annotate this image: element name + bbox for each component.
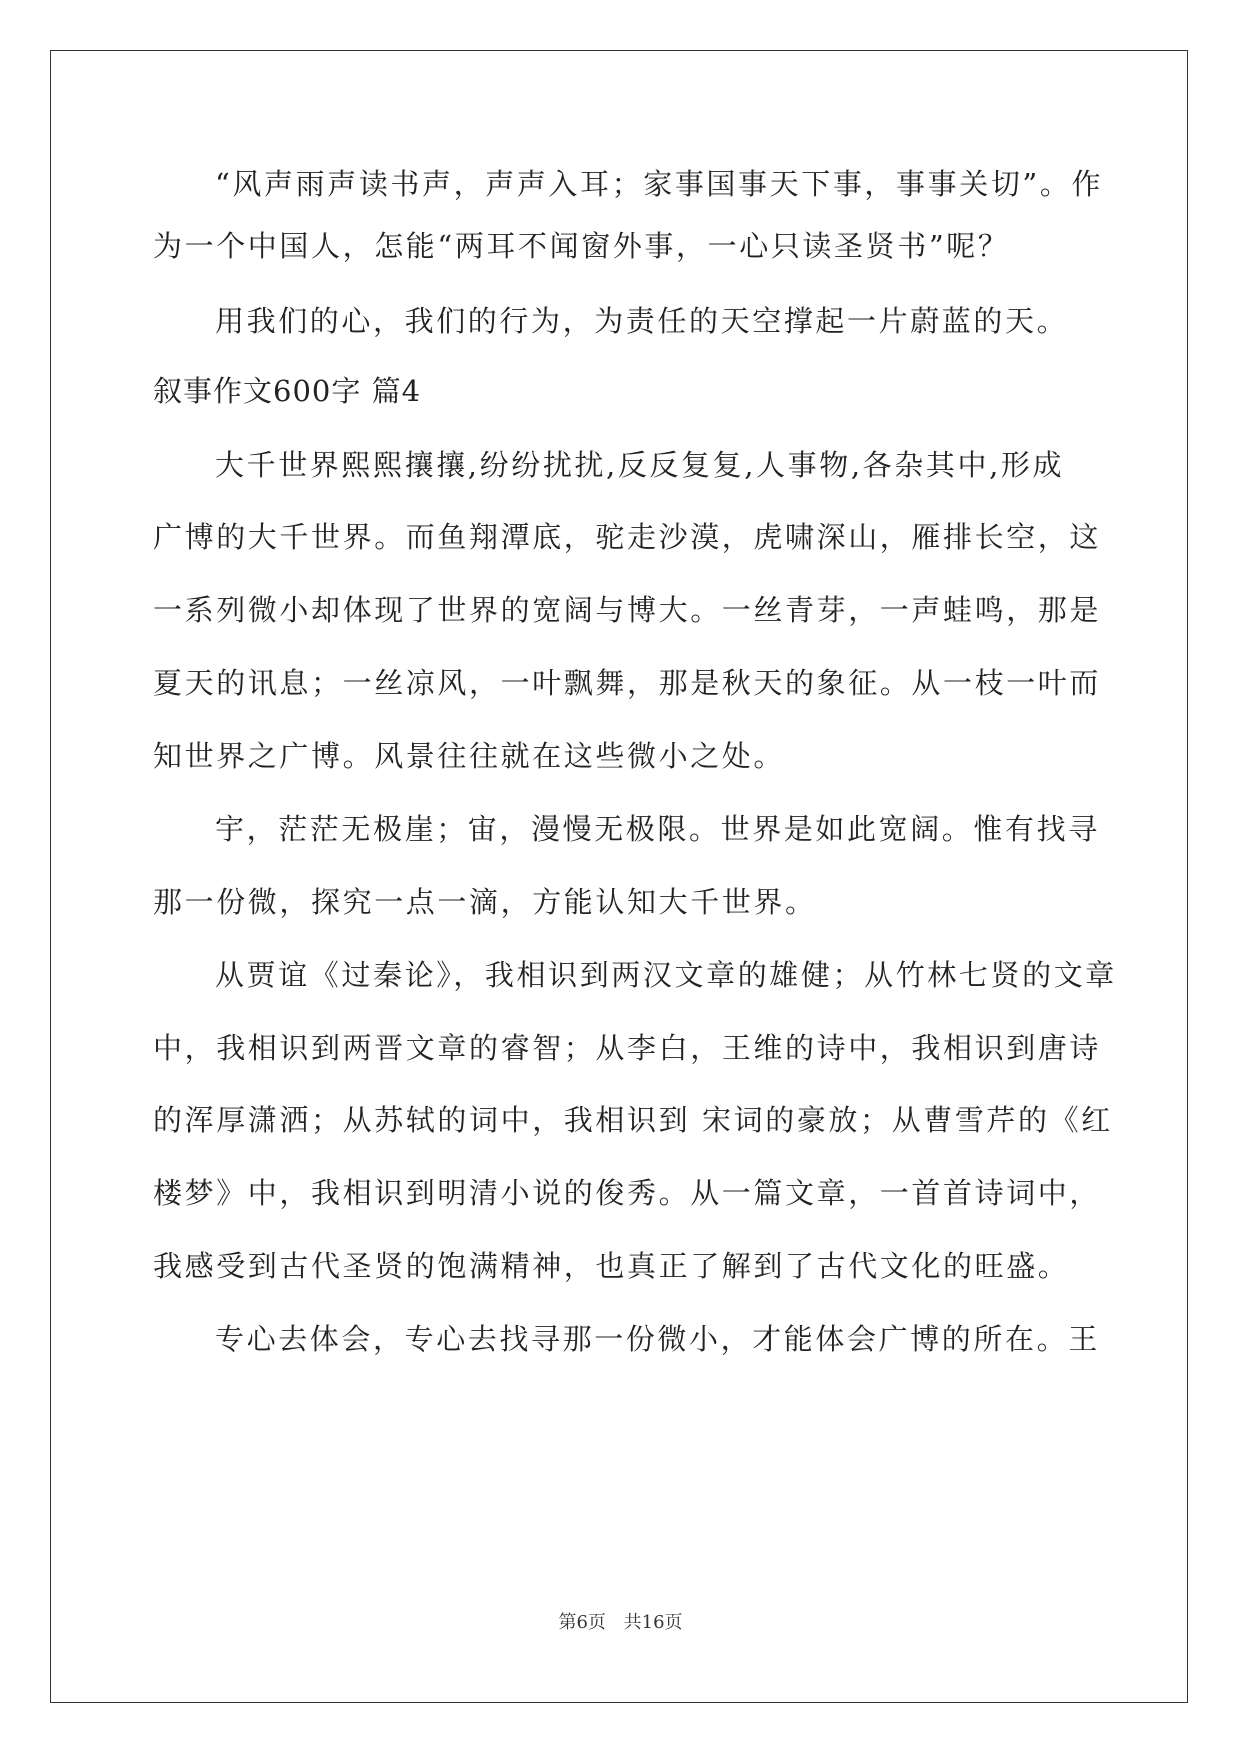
- paragraph-line: 为一个中国人，怎能“两耳不闻窗外事，一心只读圣贤书”呢？: [153, 229, 1010, 263]
- paragraph-line: 广博的大千世界。而鱼翔潭底，驼走沙漠，虎啸深山，雁排长空，这: [153, 520, 1102, 554]
- section-heading: 叙事作文600字 篇4: [153, 374, 422, 408]
- paragraph-line: 中，我相识到两晋文章的睿智；从李白，王维的诗中，我相识到唐诗: [153, 1031, 1102, 1065]
- page-footer: [0, 1608, 1241, 1634]
- page-number: 第6页: [558, 1612, 606, 1633]
- paragraph-line: 知世界之广博。风景往往就在这些微小之处。: [153, 739, 786, 773]
- paragraph-line: 楼梦》中，我相识到明清小说的俊秀。从一篇文章，一首首诗词中，: [153, 1176, 1102, 1210]
- paragraph-line: 大千世界熙熙攘攘,纷纷扰扰,反反复复,人事物,各杂其中,形成: [215, 448, 1065, 482]
- paragraph-line: 用我们的心，我们的行为，为责任的天空撑起一片蔚蓝的天。: [215, 304, 1069, 338]
- paragraph-line: 我感受到古代圣贤的饱满精神，也真正了解到了古代文化的旺盛。: [153, 1249, 1070, 1283]
- paragraph-line: 一系列微小却体现了世界的宽阔与博大。一丝青芽，一声蛙鸣，那是: [153, 593, 1102, 627]
- page-frame: [50, 50, 1188, 1703]
- paragraph-line: 的浑厚潇洒；从苏轼的词中，我相识到 宋词的豪放；从曹雪芹的《红: [153, 1103, 1113, 1137]
- paragraph-line: 夏天的讯息；一丝凉风，一叶飘舞，那是秋天的象征。从一枝一叶而: [153, 666, 1102, 700]
- paragraph-line: 从贾谊《过秦论》，我相识到两汉文章的雄健；从竹林七贤的文章: [215, 958, 1117, 992]
- paragraph-line: “风声雨声读书声，声声入耳；家事国事天下事，事事关切”。作: [215, 167, 1104, 201]
- page-total: 共16页: [623, 1612, 683, 1633]
- paragraph-line: 宇，茫茫无极崖；宙，漫慢无极限。世界是如此宽阔。惟有找寻: [215, 812, 1100, 846]
- paragraph-line: 专心去体会，专心去找寻那一份微小，才能体会广博的所在。王: [215, 1322, 1100, 1356]
- paragraph-line: 那一份微，探究一点一滴，方能认知大千世界。: [153, 885, 817, 919]
